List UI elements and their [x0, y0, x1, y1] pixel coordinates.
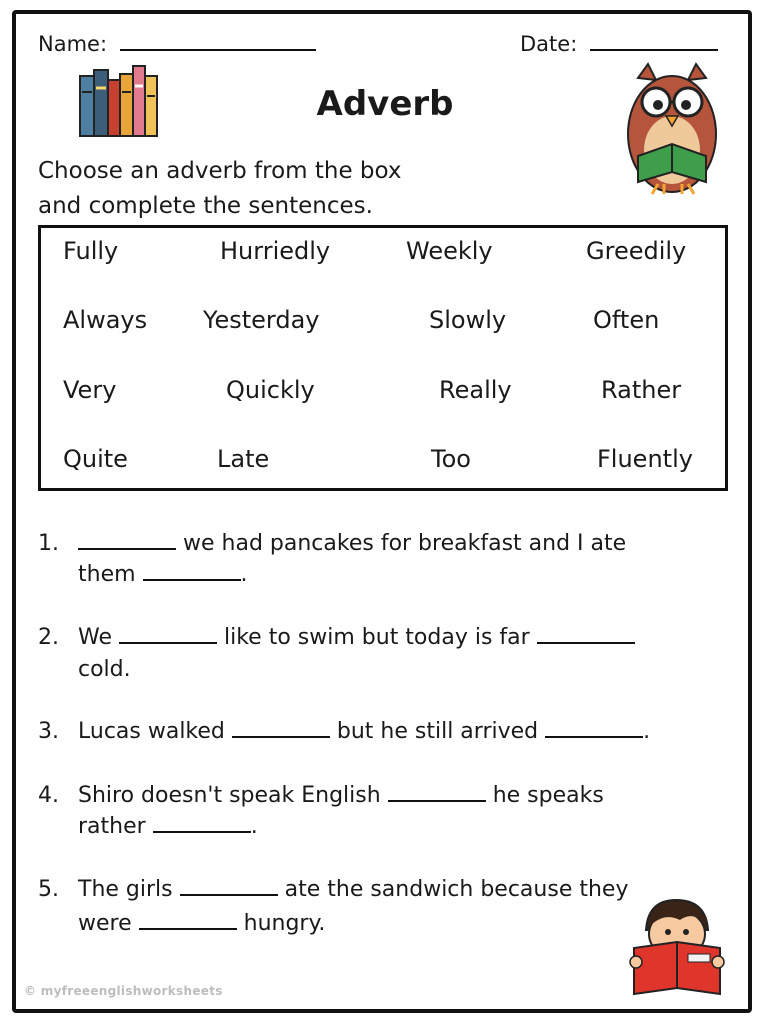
word-really: Really — [439, 376, 512, 404]
answer-blank[interactable] — [78, 530, 176, 550]
question-number: 1. — [38, 531, 59, 556]
question-text: . — [643, 719, 651, 744]
answer-blank[interactable] — [388, 782, 486, 802]
question-text: like to swim but today is far — [224, 625, 530, 650]
word-weekly: Weekly — [406, 237, 493, 265]
name-blank-line — [120, 49, 316, 51]
question-text: We — [78, 625, 112, 650]
question-text: cold. — [78, 657, 131, 682]
adverb-word-box — [38, 225, 728, 491]
question-number: 5. — [38, 877, 59, 902]
answer-blank[interactable] — [232, 718, 330, 738]
word-hurriedly: Hurriedly — [220, 237, 331, 265]
question-text: but he still arrived — [336, 719, 539, 744]
answer-blank[interactable] — [180, 876, 278, 896]
word-slowly: Slowly — [429, 306, 507, 334]
instructions — [38, 154, 402, 224]
answer-blank[interactable] — [545, 718, 643, 738]
question-text: Shiro doesn't speak English — [78, 783, 381, 808]
word-quickly: Quickly — [226, 376, 315, 404]
word-too: Too — [431, 445, 471, 473]
date-blank-line — [590, 49, 718, 51]
question-line — [78, 716, 650, 748]
word-often: Often — [593, 306, 660, 334]
answer-blank[interactable] — [153, 813, 251, 833]
word-fluently: Fluently — [597, 445, 693, 473]
question-text: . — [240, 562, 248, 587]
word-fully: Fully — [63, 237, 119, 265]
instruction-line-2: and complete the sentences. — [38, 193, 373, 219]
word-yesterday: Yesterday — [203, 306, 320, 334]
child-reading-icon — [624, 896, 730, 1000]
question-text: we had pancakes for breakfast and I ate — [183, 531, 627, 556]
question-line — [78, 654, 131, 686]
question-text: . — [250, 814, 258, 839]
question-text: Lucas walked — [78, 719, 225, 744]
question-number: 3. — [38, 719, 59, 744]
question-text: The girls — [78, 877, 173, 902]
question-text: ate the sandwich because they — [284, 877, 629, 902]
answer-blank[interactable] — [143, 561, 241, 581]
word-quite: Quite — [63, 445, 128, 473]
question-line — [78, 811, 258, 843]
question-text: hungry. — [243, 911, 326, 936]
answer-blank[interactable] — [119, 624, 217, 644]
word-greedily: Greedily — [586, 237, 687, 265]
question-line — [78, 622, 635, 654]
watermark: © myfreeenglishworksheets — [24, 984, 223, 998]
page-title: Adverb — [316, 84, 454, 124]
question-line — [78, 559, 248, 591]
answer-blank[interactable] — [139, 910, 237, 930]
word-late: Late — [217, 445, 270, 473]
word-very: Very — [63, 376, 117, 404]
question-number: 4. — [38, 783, 59, 808]
instruction-line-1: Choose an adverb from the box — [38, 158, 402, 184]
question-line — [78, 908, 325, 940]
question-line — [78, 874, 628, 906]
date-field — [520, 32, 718, 56]
question-line — [78, 780, 604, 812]
question-line — [78, 528, 626, 560]
date-label: Date: — [520, 32, 578, 56]
question-number: 2. — [38, 625, 59, 650]
owl-reading-icon — [620, 60, 724, 200]
answer-blank[interactable] — [537, 624, 635, 644]
name-field — [38, 32, 316, 56]
word-always: Always — [63, 306, 148, 334]
question-text: he speaks — [492, 783, 604, 808]
word-rather: Rather — [601, 376, 682, 404]
question-text: were — [78, 911, 132, 936]
question-text: rather — [78, 814, 146, 839]
question-text: them — [78, 562, 136, 587]
name-label: Name: — [38, 32, 108, 56]
